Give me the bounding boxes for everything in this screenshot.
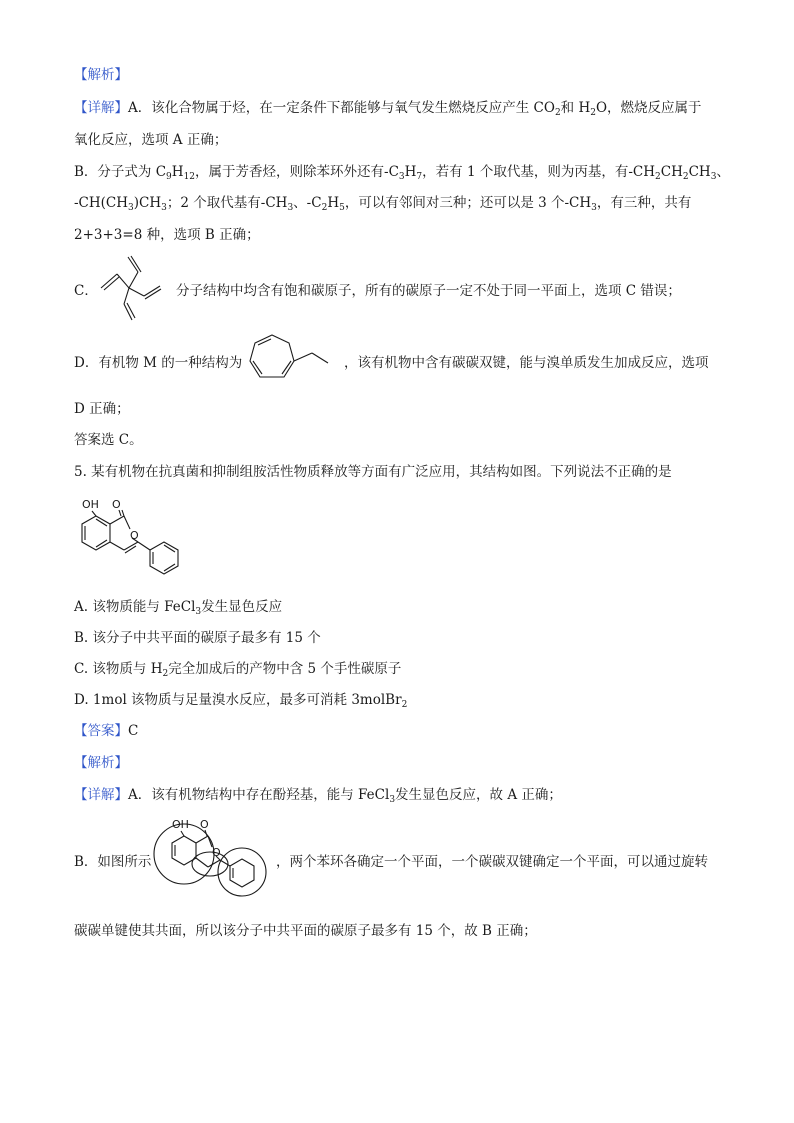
- bond: [164, 545, 175, 552]
- bond: [129, 288, 144, 296]
- bond: [96, 540, 107, 547]
- bond: [127, 303, 135, 318]
- subscript: 2: [655, 172, 661, 182]
- subscript: 3: [195, 607, 202, 617]
- subscript: 3: [287, 203, 294, 213]
- bond: [124, 516, 130, 529]
- text: 碳碳单键使其共面，所以该分子中共平面的碳原子最多有 15 个，故 B 正确；: [74, 923, 537, 939]
- option-b-line1: [74, 163, 730, 181]
- phenyl-ring: [150, 542, 178, 574]
- text: ，属于芳香烃，则除苯环外还有-C: [195, 164, 399, 180]
- plane-ellipse-middle: [192, 852, 228, 876]
- text: 、-C: [293, 195, 322, 211]
- bond: [164, 564, 175, 571]
- answer-value: C: [128, 723, 139, 739]
- bond: [208, 860, 220, 867]
- answer-line-1: [74, 431, 143, 449]
- option-c-text: [176, 282, 681, 300]
- oh-label: OH: [172, 818, 189, 831]
- bond: [181, 831, 184, 836]
- carbonyl-o-label: O: [112, 498, 121, 511]
- text: ，该有机物中含有碳碳双键，能与溴单质发生加成反应，选项: [344, 355, 709, 371]
- isocoumarin-structure: [70, 494, 190, 584]
- text: H: [327, 195, 340, 211]
- option-d-text: [344, 354, 709, 372]
- analysis-label: 【解析】: [74, 67, 128, 83]
- bond: [122, 510, 124, 516]
- text: C. 该物质与 H: [74, 661, 163, 677]
- bond: [92, 511, 96, 516]
- option-d-prefix: [74, 354, 242, 372]
- text: C．: [74, 283, 98, 299]
- bond: [196, 858, 208, 867]
- text: A. 该物质能与 FeCl: [74, 599, 196, 615]
- bond: [196, 836, 208, 843]
- subscript: 7: [416, 172, 423, 182]
- text: 氧化反应，选项 A 正确；: [74, 132, 228, 148]
- text: H: [404, 164, 417, 180]
- text: 发生显色反应，故 A 正确；: [395, 787, 562, 803]
- text: B．分子式为 C: [74, 164, 167, 180]
- ring: [250, 335, 294, 377]
- subscript: 3: [128, 203, 134, 213]
- subscript: 2: [554, 108, 561, 118]
- detail-2-b-prefix: [74, 853, 151, 871]
- text: 分子结构中均含有饱和碳原子，所有的碳原子一定不处于同一平面上，选项 C 错误；: [176, 283, 681, 299]
- detail-2-b-text: [276, 853, 708, 871]
- text: -CH(CH: [74, 195, 129, 211]
- text: D 正确；: [74, 401, 130, 417]
- text: D. 1mol 该物质与足量溴水反应，最多可消耗 3molBr: [74, 692, 402, 708]
- phenyl-ring: [230, 859, 254, 887]
- subscript: 9: [166, 172, 172, 182]
- bond: [312, 353, 328, 363]
- answer-heading: [74, 722, 138, 740]
- text: A．该有机物结构中存在酚羟基，能与 FeCl: [128, 787, 390, 803]
- text: ，若有 1 个取代基，则为丙基，有-CH: [422, 164, 655, 180]
- analysis-label: 【解析】: [74, 755, 128, 771]
- text: 答案选 C。: [74, 432, 143, 448]
- tetravinylmethane-structure: [96, 254, 166, 322]
- bond: [124, 288, 129, 304]
- ring-o-label: O: [212, 846, 221, 859]
- text: ，可以有邻间对三种；还可以是 3 个-CH: [344, 195, 592, 211]
- subscript: 2: [321, 203, 328, 213]
- text: ；2 个取代基有-CH: [166, 195, 288, 211]
- subscript: 3: [398, 172, 405, 182]
- text: 2+3+3=8 种，选项 B 正确；: [74, 227, 260, 243]
- text: A．该化合物属于烃，在一定条件下都能够与氧气发生燃烧反应产生 CO: [128, 100, 555, 116]
- option-b-line3: [74, 226, 260, 244]
- plane-circle-left: [154, 824, 214, 884]
- option-d-line2: [74, 400, 130, 418]
- text: B．如图所示: [74, 854, 152, 870]
- text: 发生显色反应: [201, 599, 283, 615]
- option-b: [74, 629, 321, 647]
- subscript: 12: [183, 172, 196, 182]
- text: H: [171, 164, 184, 180]
- ring-o-label: O: [130, 529, 139, 542]
- ethyl-cycloheptatriene-structure: [242, 333, 338, 395]
- bond: [294, 353, 312, 361]
- oh-label: OH: [82, 498, 99, 511]
- bond: [220, 860, 230, 866]
- subscript: 2: [401, 700, 408, 710]
- option-a: [74, 598, 282, 616]
- carbonyl-o-label: O: [200, 818, 209, 831]
- detail-2-line-a: [74, 786, 562, 804]
- detail-2-b-line2: [74, 922, 537, 940]
- text: CH: [688, 164, 711, 180]
- bond: [117, 274, 129, 288]
- question-5-stem: [74, 463, 672, 481]
- text: 和 H: [560, 100, 591, 116]
- option-c: [74, 660, 401, 678]
- subscript: 2: [162, 669, 169, 679]
- subscript: 2: [590, 108, 596, 118]
- text: ，两个苯环各确定一个平面，一个碳碳双键确定一个平面，可以通过旋转: [276, 854, 708, 870]
- benzene-ring-left: [82, 516, 110, 550]
- text: D．有机物 M 的一种结构为: [74, 355, 243, 371]
- subscript: 3: [389, 795, 396, 805]
- option-b-line2: [74, 194, 691, 212]
- text: ，有三种，共有: [596, 195, 692, 211]
- plane-circle-right: [218, 848, 266, 896]
- subscript: 3: [161, 203, 167, 213]
- bond: [125, 546, 136, 553]
- text: 完全加成后的产物中含 5 个手性碳原子: [168, 661, 402, 677]
- subscript: 2: [682, 172, 689, 182]
- answer-label: 【答案】: [74, 723, 128, 739]
- text: )CH: [133, 195, 162, 211]
- isocoumarin-planes-structure: [150, 814, 272, 904]
- text: CH: [660, 164, 683, 180]
- bond: [110, 516, 124, 524]
- text: 、: [716, 164, 730, 180]
- bond: [258, 339, 271, 345]
- text: O，燃烧反应属于: [595, 100, 702, 116]
- option-d: [74, 691, 407, 709]
- detail-label: 【详解】: [74, 787, 128, 803]
- bond: [124, 304, 132, 320]
- bond: [110, 542, 124, 550]
- text: B. 该分子中共平面的碳原子最多有 15 个: [74, 630, 321, 646]
- analysis-heading-2: [74, 754, 128, 772]
- detail-label: 【详解】: [74, 100, 128, 116]
- subscript: 3: [710, 172, 717, 182]
- bond: [138, 542, 150, 550]
- bond: [96, 519, 107, 526]
- text: 5. 某有机物在抗真菌和抑制组胺活性物质释放等方面有广泛应用，其结构如图。下列说法不正确的是: [74, 464, 672, 480]
- subscript: 3: [591, 203, 597, 213]
- detail-line-a2: [74, 131, 227, 149]
- detail-line-a: [74, 99, 702, 117]
- bond: [129, 272, 138, 288]
- option-c-prefix: [74, 282, 98, 300]
- subscript: 5: [339, 203, 345, 213]
- analysis-heading-1: [74, 66, 128, 84]
